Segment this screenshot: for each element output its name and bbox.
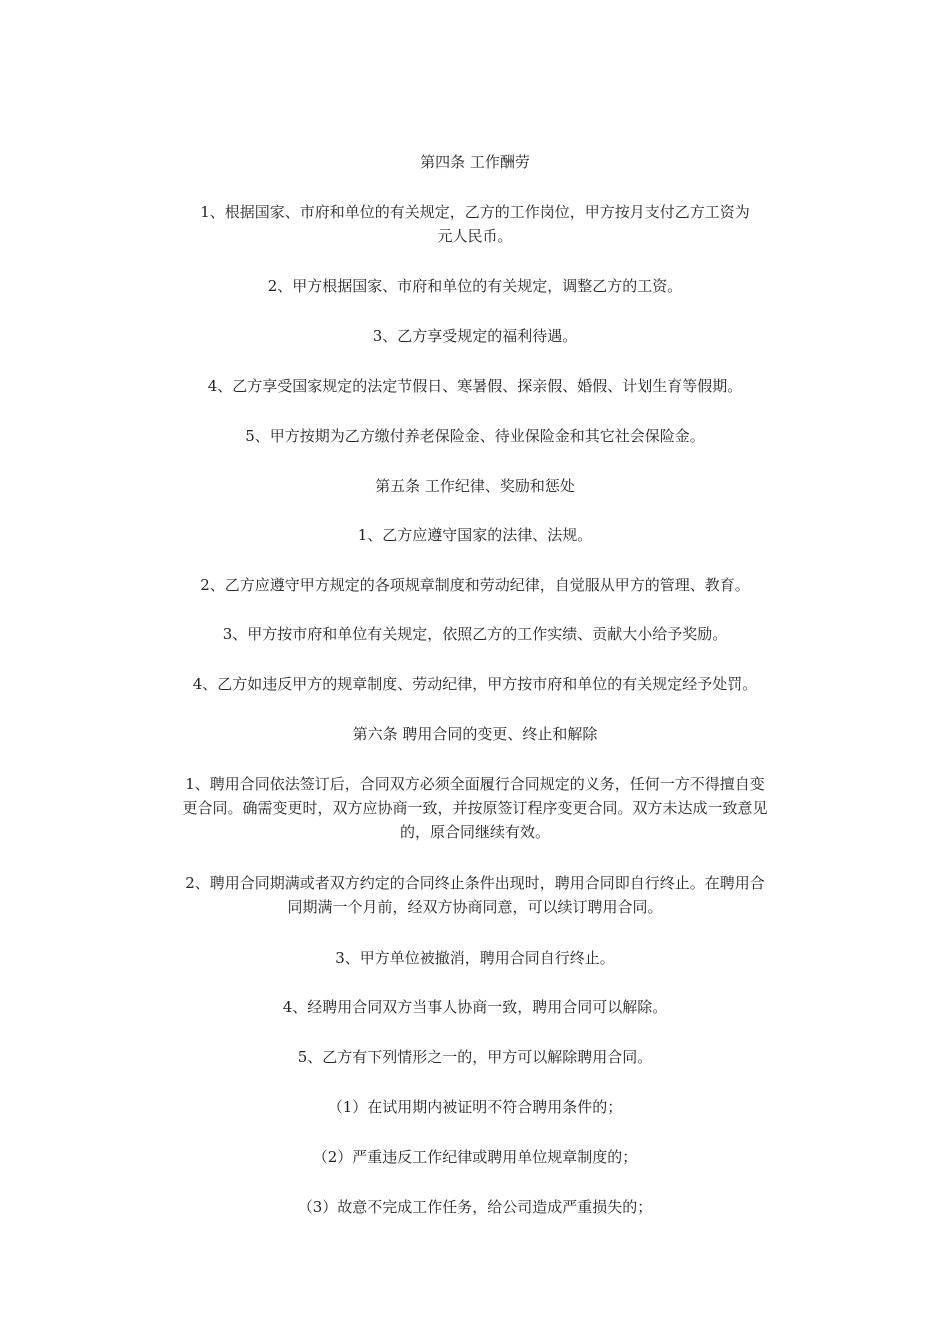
paragraph-4-5: 5、甲方按期为乙方缴付养老保险金、待业保险金和其它社会保险金。 [245,427,705,445]
paragraph-6-4: 4、经聘用合同双方当事人协商一致，聘用合同可以解除。 [282,998,668,1016]
list-item-6-5-2: （2）严重违反工作纪律或聘用单位规章制度的； [312,1148,638,1166]
section-heading-article-5: 第五条 工作纪律、奖励和惩处 [375,477,575,495]
paragraph-5-4: 4、乙方如违反甲方的规章制度、劳动纪律，甲方按市府和单位的有关规定经予处罚。 [192,675,758,693]
paragraph-6-3: 3、甲方单位被撤消，聘用合同自行终止。 [335,949,615,967]
section-heading-article-6: 第六条 聘用合同的变更、终止和解除 [352,725,598,743]
paragraph-4-4: 4、乙方享受国家规定的法定节假日、寒暑假、探亲假、婚假、计划生育等假期。 [207,377,743,395]
paragraph-5-2: 2、乙方应遵守甲方规定的各项规章制度和劳动纪律，自觉服从甲方的管理、教育。 [200,576,750,594]
paragraph-4-1: 1、根据国家、市府和单位的有关规定，乙方的工作岗位，甲方按月支付乙方工资为 元人民币。 [200,203,750,245]
paragraph-6-1: 1、聘用合同依法签订后，合同双方必须全面履行合同规定的义务，任何一方不得擅自变 更合同。确需变更时，双方应协商一致，并按原签订程序变更合同。双方未达成一致意见 的，原合同继续有效。 [182,775,768,841]
list-item-6-5-1: （1）在试用期内被证明不符合聘用条件的； [327,1098,623,1116]
paragraph-4-2: 2、甲方根据国家、市府和单位的有关规定，调整乙方的工资。 [267,277,683,295]
list-item-6-5-3: （3）故意不完成工作任务，给公司造成严重损失的； [297,1198,653,1216]
paragraph-5-1: 1、乙方应遵守国家的法律、法规。 [357,526,593,544]
paragraph-6-5: 5、乙方有下列情形之一的，甲方可以解除聘用合同。 [297,1048,653,1066]
paragraph-4-3: 3、乙方享受规定的福利待遇。 [372,327,578,345]
paragraph-5-3: 3、甲方按市府和单位有关规定，依照乙方的工作实绩、贡献大小给予奖励。 [222,625,728,643]
paragraph-6-2: 2、聘用合同期满或者双方约定的合同终止条件出现时，聘用合同即自行终止。在聘用合 同期满一个月前，经双方协商同意，可以续订聘用合同。 [185,874,765,916]
section-heading-article-4: 第四条 工作酬劳 [420,153,530,171]
